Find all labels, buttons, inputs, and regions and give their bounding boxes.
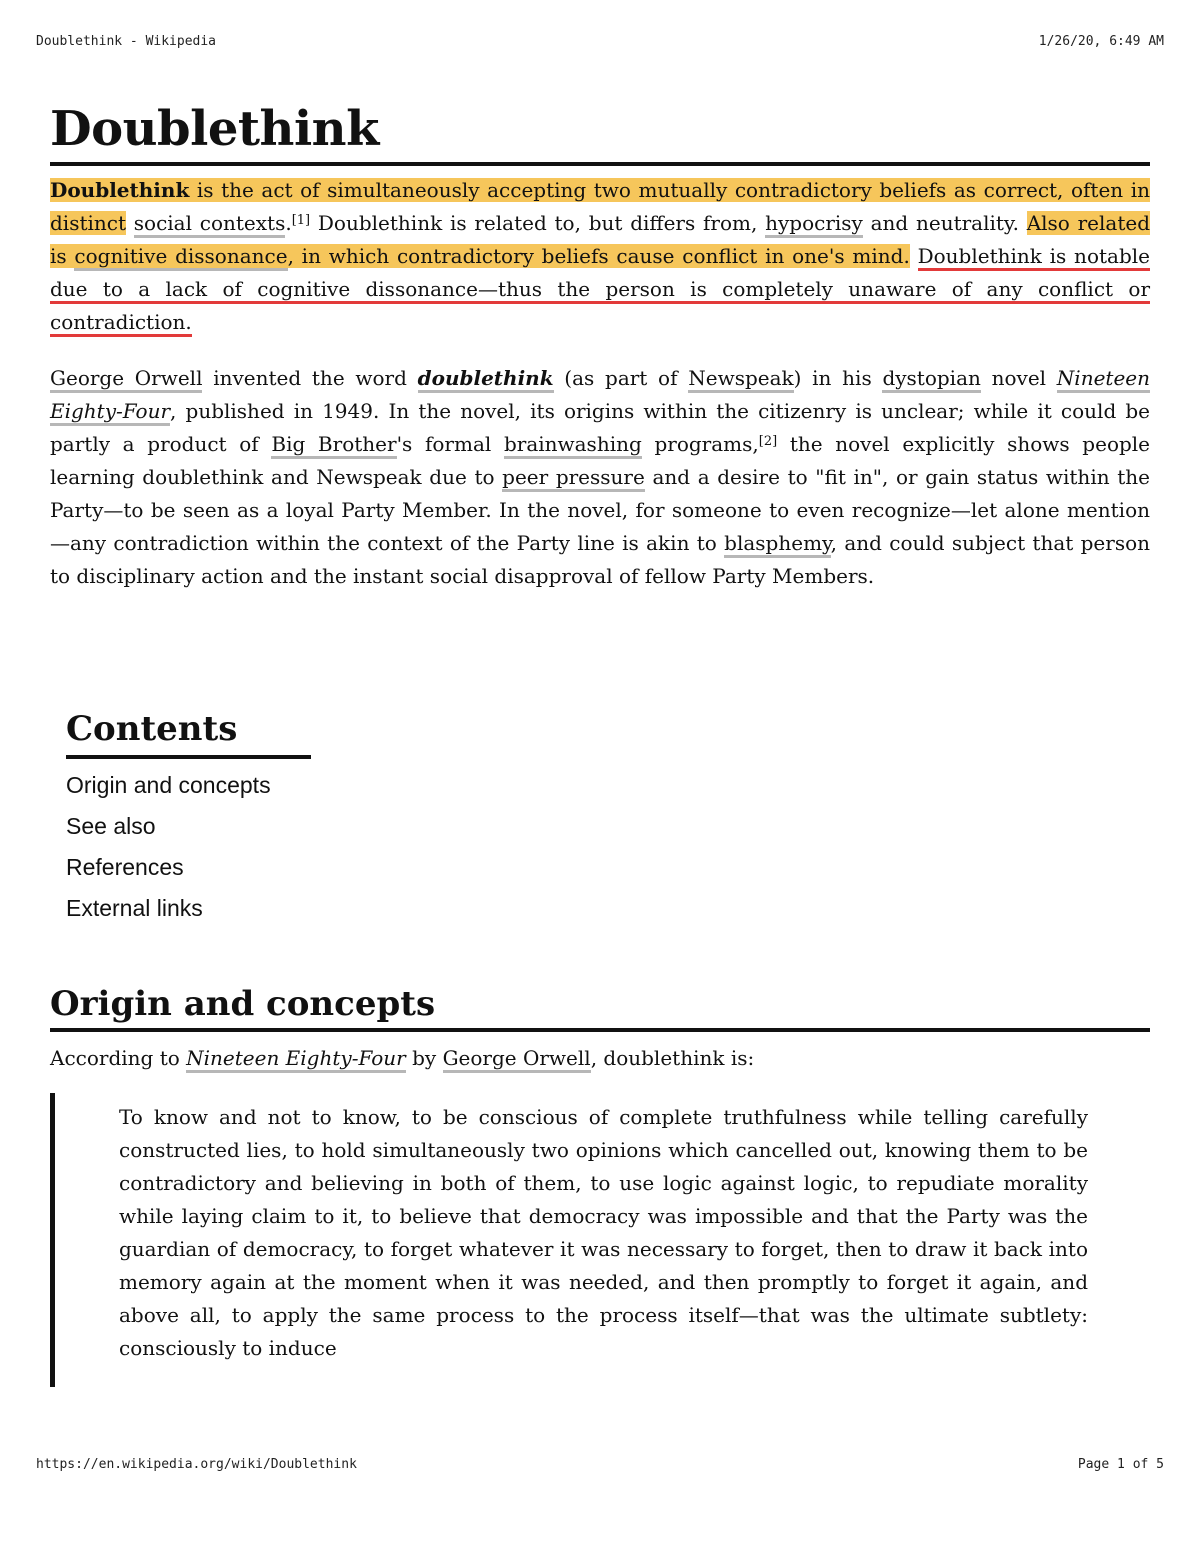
section-intro: According to Nineteen Eighty-Four by George Orwell, doublethink is: (50, 1042, 1150, 1075)
ref-2[interactable]: [2] (758, 434, 778, 449)
print-footer (36, 1457, 1164, 1472)
term-doublethink: doublethink (418, 366, 554, 393)
section-heading: Origin and concepts (50, 980, 1150, 1032)
ref-1[interactable]: [1] (291, 213, 311, 228)
toc-item-external-links[interactable]: External links (66, 895, 203, 921)
table-of-contents (66, 705, 311, 929)
toc-title: Contents (66, 705, 311, 759)
toc-list (66, 765, 311, 929)
link-brainwashing[interactable]: brainwashing (504, 432, 642, 459)
link-nineteen-eighty-four[interactable]: Nineteen Eighty-Four (50, 366, 1150, 426)
toc-item-references[interactable]: References (66, 854, 184, 880)
print-header (36, 34, 1164, 49)
print-header-datetime: 1/26/20, 6:49 AM (1038, 34, 1164, 49)
print-header-title: Doublethink - Wikipedia (36, 34, 217, 49)
link-social-contexts[interactable]: social contexts (134, 211, 286, 238)
doublethink-quote: To know and not to know, to be conscious of complete truthfulness while telling carefully constructed lies, to hold simultaneously two opinions which cancelled out, knowing them to be contradictory and believing in both of them, to use logic against logic, to repudiate morality while laying claim to it, to believe that democracy was impossible and that the Party was the guardian of democracy, to forget whatever it was necessary to forget, then to draw it back into memory again at the moment when it was needed, and then promptly to forget it again, and above all, to apply the same process to the process itself—that was the ultimate subtlety: consciously to induce (50, 1093, 1150, 1387)
article (50, 96, 1150, 593)
toc-item-see-also[interactable]: See also (66, 813, 156, 839)
second-paragraph: George Orwell invented the word doublethink (as part of Newspeak) in his dystopian novel Nineteen Eighty-Four, published in 1949. In the novel, its origins within the citizenry is unclear; while it could be partly a product of Big Brother's formal brainwashing programs,[2] the novel explicitly shows people learning doublethink and Newspeak due to peer pressure and a desire to "fit in", or gain status within the Party—to be seen as a loyal Party Member. In the novel, for someone to even recognize—let alone mention—any contradiction within the context of the Party line is akin to blasphemy, and could subject that person to disciplinary action and the instant social disapproval of fellow Party Members. (50, 366, 1151, 588)
highlighted-lead-text: Doublethink is the act of simultaneously accepting two mutually contradictory beliefs as correct, often in distinct (50, 178, 1150, 235)
link-cognitive-dissonance[interactable]: cognitive dissonance (74, 244, 287, 271)
link-george-orwell[interactable]: George Orwell (50, 366, 202, 393)
print-footer-url: https://en.wikipedia.org/wiki/Doublethink (36, 1457, 357, 1472)
lead-paragraph: Doublethink is the act of simultaneously accepting two mutually contradictory beliefs as correct, often in distinct social contexts.[1] Doublethink is related to, but differs from, hypocrisy and neutrality. Also related is cognitive dissonance, in which contradictory beliefs cause conflict in one's mind. Doublethink is notable due to a lack of cognitive dissonance—thus the person is completely unaware of any conflict or contradiction. (50, 174, 1150, 339)
link-dystopian[interactable]: dystopian (882, 366, 980, 393)
toc-item-origin-and-concepts[interactable]: Origin and concepts (66, 772, 271, 798)
link-george-orwell[interactable]: George Orwell (443, 1046, 591, 1073)
section-origin-and-concepts (50, 980, 1150, 1387)
link-nineteen-eighty-four[interactable]: Nineteen Eighty-Four (186, 1046, 406, 1073)
link-big-brother[interactable]: Big Brother (271, 432, 396, 459)
print-footer-page: Page 1 of 5 (1077, 1457, 1164, 1472)
link-blasphemy[interactable]: blasphemy (724, 531, 831, 558)
highlighted-dissonance-text: Also related is cognitive dissonance, in which contradictory beliefs cause conflict in one's mind. (50, 211, 1150, 268)
link-peer-pressure[interactable]: peer pressure (502, 465, 645, 492)
link-hypocrisy[interactable]: hypocrisy (765, 211, 863, 238)
red-underlined-text: Doublethink is notable due to a lack of cognitive dissonance—thus the person is completely unaware of any conflict or contradiction. (50, 244, 1150, 337)
link-newspeak[interactable]: Newspeak (688, 366, 793, 393)
page-title: Doublethink (50, 96, 1150, 166)
bold-term: Doublethink (50, 178, 190, 202)
